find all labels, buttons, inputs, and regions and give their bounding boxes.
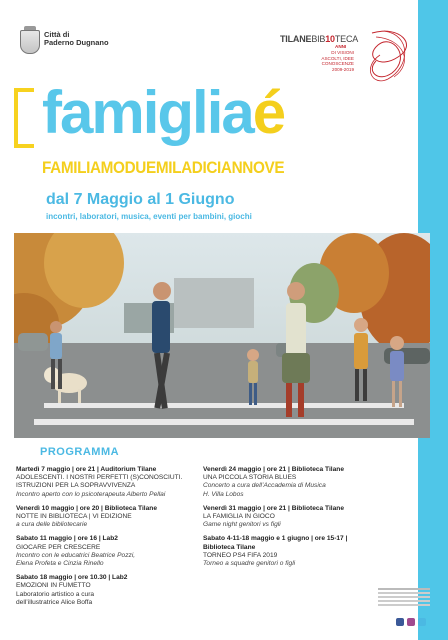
web-icon[interactable] [418,618,426,626]
event-head: Sabato 4-11-18 maggio e 1 giugno | ore 15-17 | Biblioteca Tilane [203,535,348,551]
event-body: ISTRUZIONI PER LA SOPRAVVIVENZA [16,482,136,490]
event-tagline: incontri, laboratori, musica, eventi per bambini, giochi [46,212,252,221]
program-event [16,574,192,607]
page-subtitle: FAMILIAMODUEMILADICIANNOVE [42,158,285,177]
instagram-icon[interactable] [407,618,415,626]
title-bracket [14,88,34,148]
event-body: EMOZIONI IN FUMETTO [16,582,91,590]
event-body: Laboratorio artistico a cura [16,590,95,598]
library-name-d: TECA [334,34,359,44]
event-head: Sabato 11 maggio | ore 16 | Lab2 [16,535,118,543]
event-head: Venerdì 24 maggio | ore 21 | Biblioteca Tilane [203,466,344,473]
event-head: Sabato 18 maggio | ore 10.30 | Lab2 [16,574,128,582]
event-body: NOTTE IN BIBLIOTECA | VI EDIZIONE [16,513,132,521]
event-body: GIOCARE PER CRESCERE [16,543,101,551]
library-name [280,34,358,44]
event-note: Incontro con le educatrici Beatrice Pozzi, [16,551,136,559]
event-dates: dal 7 Maggio al 1 Giugno [46,191,235,208]
event-note: Game night genitori vs figli [203,521,281,529]
library-tagline-line: 2009-2019 [332,66,354,72]
event-body: LA FAMIGLIA IN GIOCO [203,513,275,521]
library-name-c: 10 [325,34,335,44]
program-event [203,466,379,499]
library-tagline-line: CONOSCENZE [321,61,354,67]
event-note: Elena Profeta e Cinzia Rinello [16,560,104,568]
program-event [203,505,379,530]
event-note: H. Villa Lobos [203,490,244,498]
event-body: dell’illustratrice Alice Boffa [16,598,93,606]
event-body: ADOLESCENTI. I NOSTRI PERFETTI (S)CONOSCIUTI. [16,474,183,482]
library-tagline-line: DI VISIONI [331,50,354,55]
event-head: Venerdì 10 maggio | ore 20 | Biblioteca Tilane [16,504,157,512]
library-name-a: TILANE [280,34,312,44]
title-accent: é [252,79,285,146]
program-event [203,535,379,568]
event-note: Incontro aperto con lo psicoterapeuta Alberto Pellai [16,490,166,498]
city-crest-icon [20,30,40,54]
program-column-right [203,466,379,574]
city-line-2: Paderno Dugnano [44,38,109,47]
event-note: a cura delle bibliotecarie [16,521,88,529]
page-title [42,80,284,146]
event-body: TORNEO PS4 FIFA 2019 [203,551,278,559]
library-name-b: BIB [311,34,326,44]
library-tagline [290,50,354,72]
program-column-left [16,466,192,613]
footer-credit-block [378,588,430,606]
event-note: Concerto a cura dell’Accademia di Musica [203,482,326,490]
event-head: Martedì 7 maggio | ore 21 | Auditorium Tilane [16,466,157,473]
event-body: UNA PICCOLA STORIA BLUES [203,474,297,482]
city-line-1: Città di [44,30,70,39]
program-heading: PROGRAMMA [40,446,120,458]
program-event [16,505,192,530]
program-event [16,535,192,568]
event-note: Torneo a squadre genitori o figli [203,560,296,568]
program-event [16,466,192,499]
facebook-icon[interactable] [396,618,404,626]
library-tagline-line: ASCOLTI, IDEE [321,55,354,61]
title-main: famiglia [42,79,253,146]
family-photo [14,233,430,438]
city-name [44,31,109,47]
event-head: Venerdì 31 maggio | ore 21 | Biblioteca Tilane [203,504,344,512]
library-anni: ANNI [335,44,347,49]
